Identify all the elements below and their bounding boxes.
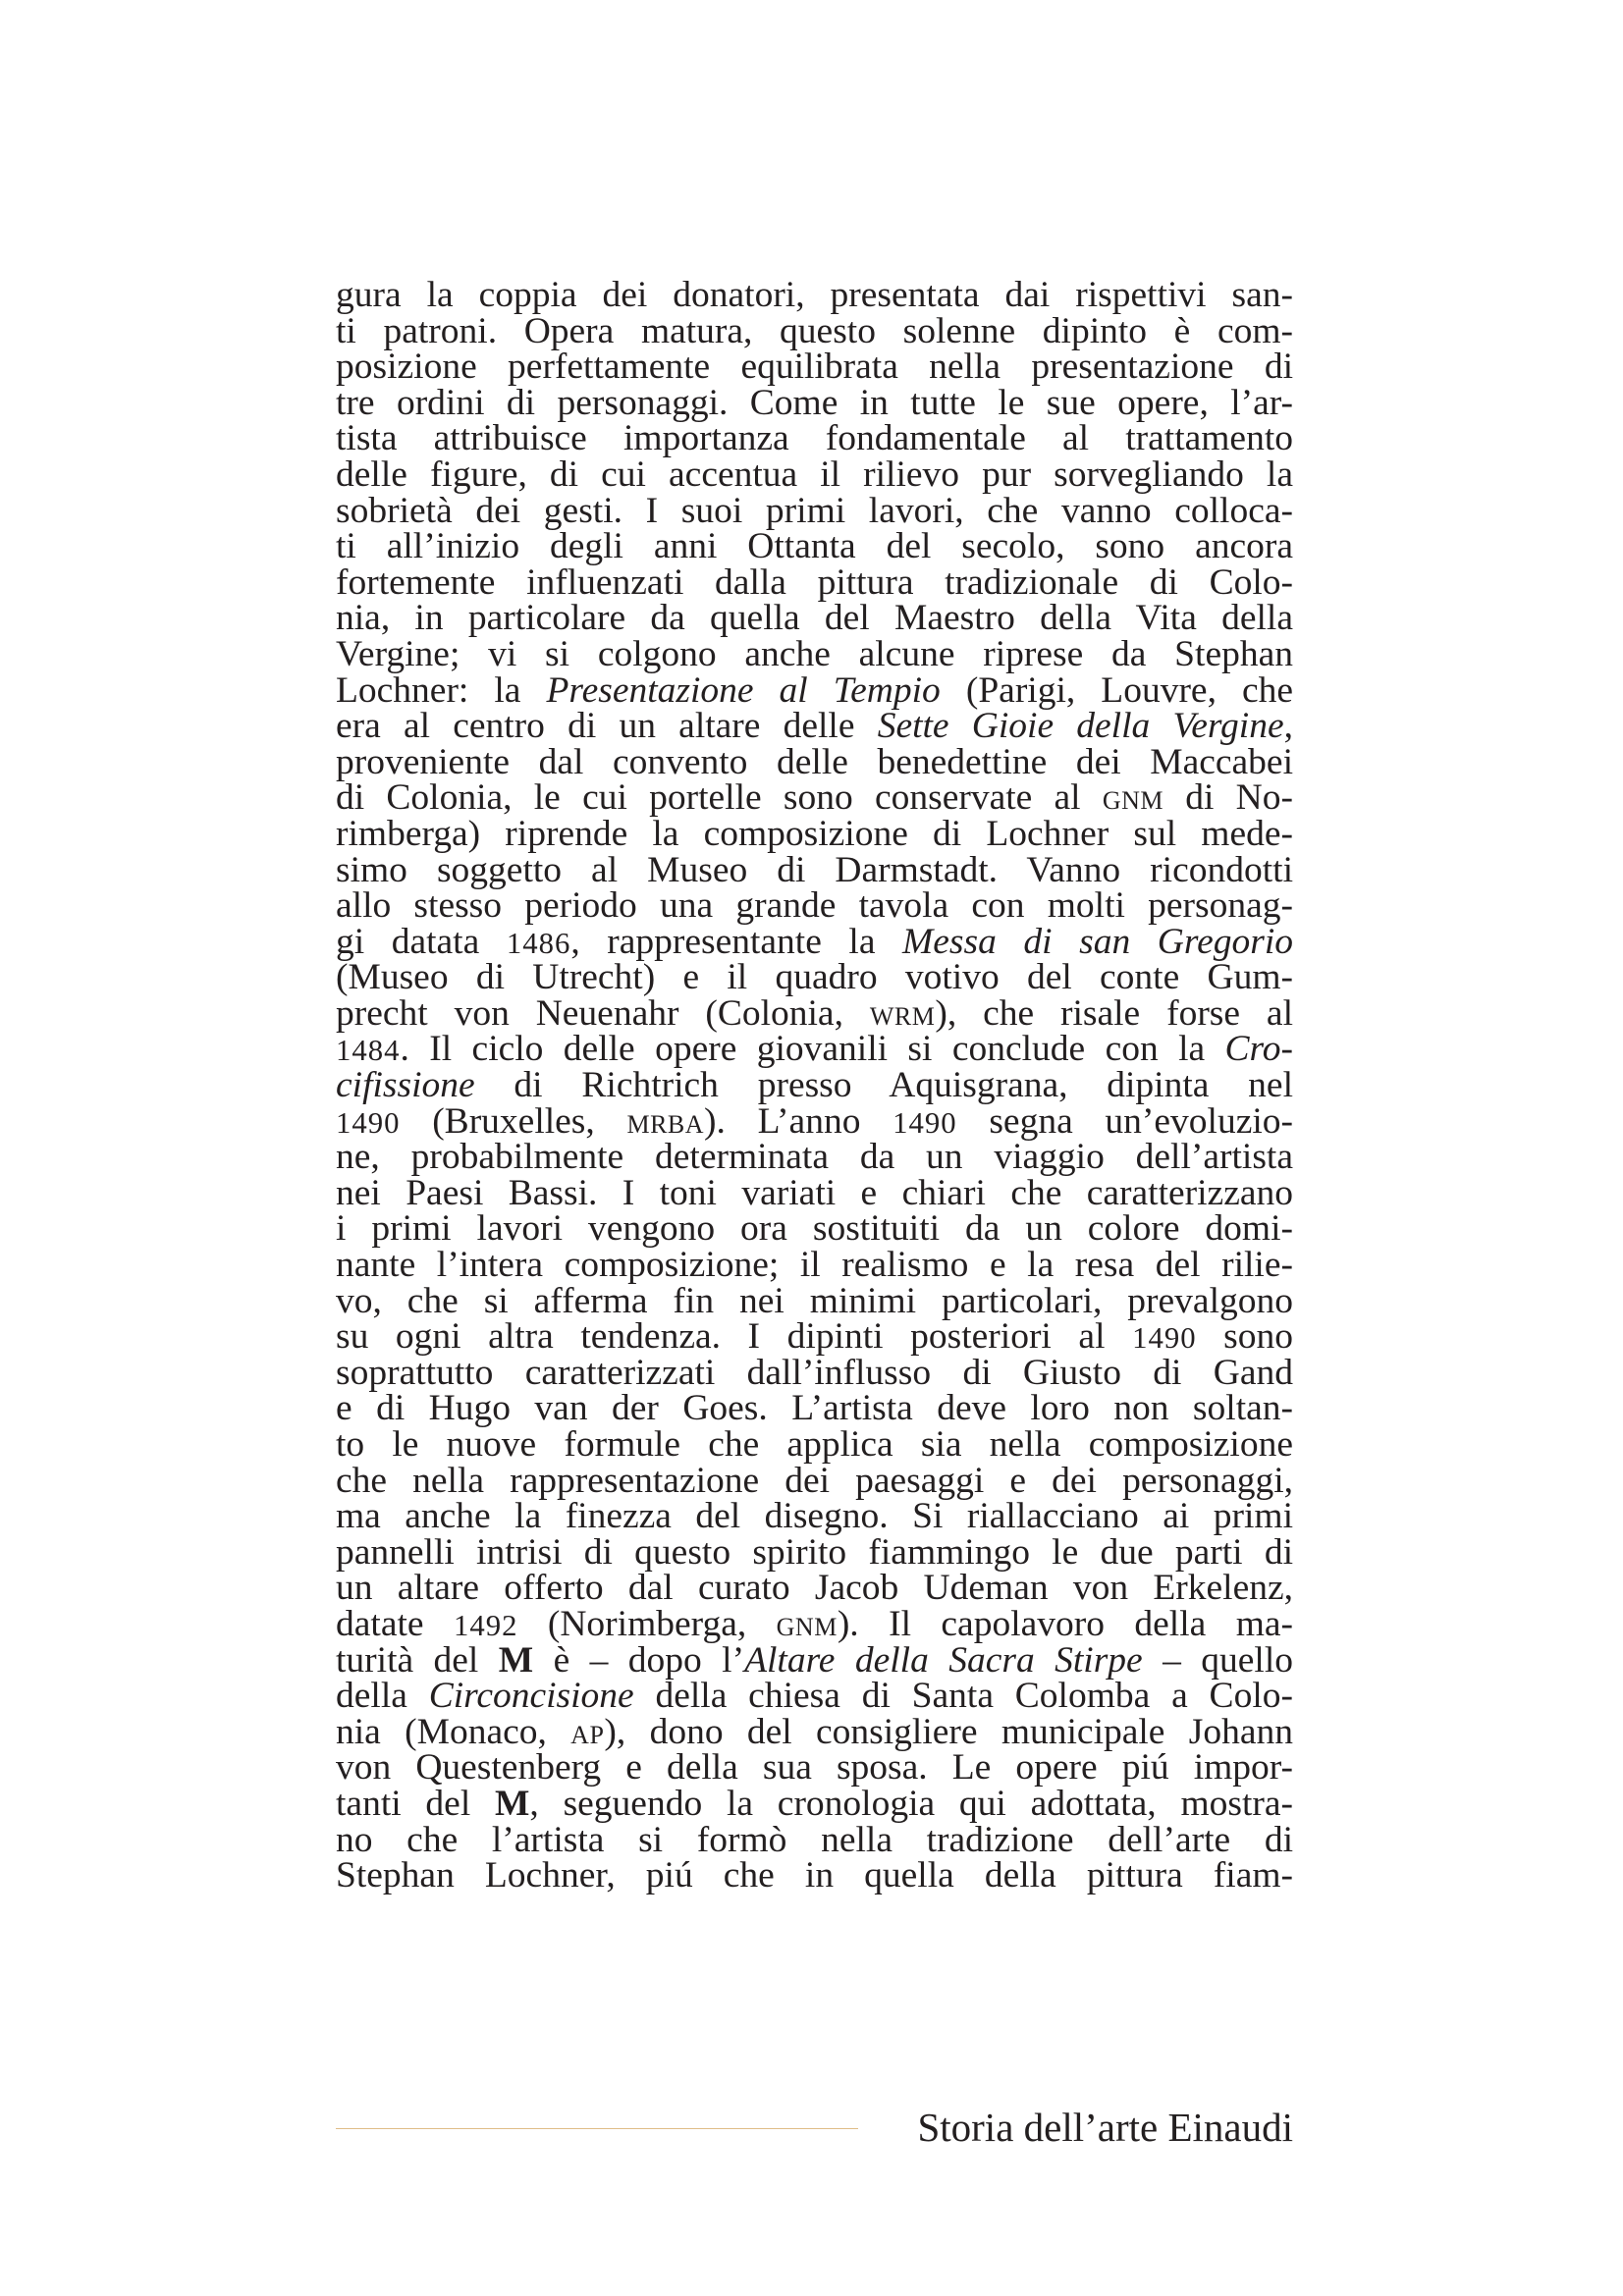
- italic-title: cifissione: [336, 1065, 475, 1106]
- text-run: ). Il capolavoro della ma-: [837, 1603, 1293, 1644]
- text-run: (Norimberga,: [517, 1603, 777, 1644]
- text-run: i primi lavori vengono ora sostituiti da un colore domi-: [336, 1208, 1293, 1250]
- text-line: [336, 526, 1293, 567]
- text-line: [336, 1029, 1293, 1070]
- text-line: [336, 633, 1293, 674]
- italic-title: Cro-: [1224, 1029, 1293, 1070]
- text-line: [336, 1137, 1293, 1178]
- text-run: pannelli intrisi di questo spirito fiammingo le due parti di: [336, 1531, 1293, 1573]
- text-line: [336, 1531, 1293, 1573]
- year: 1490: [1132, 1321, 1197, 1356]
- text-run: gi datata: [336, 921, 507, 962]
- museum-abbrev: mrba: [626, 1100, 705, 1142]
- text-line: [336, 1316, 1293, 1358]
- year: 1490: [893, 1105, 957, 1140]
- text-line: [336, 885, 1293, 927]
- text-run: su ogni altra tendenza. I dipinti posteriori al: [336, 1316, 1133, 1358]
- text-line: [336, 310, 1293, 351]
- italic-title: Messa di san Gregorio: [902, 921, 1293, 962]
- text-line: [336, 1676, 1293, 1717]
- text-line: [336, 598, 1293, 639]
- page-footer: [336, 2103, 1293, 2152]
- text-line: [336, 1065, 1293, 1106]
- text-run: vo, che si afferma fin nei minimi particolari, prevalgono: [336, 1280, 1293, 1321]
- text-run: proveniente dal convento delle benedettine dei Maccabei: [336, 741, 1293, 782]
- text-run: della chiesa di Santa Colomba a Colo-: [633, 1676, 1293, 1717]
- text-run: (Bruxelles,: [400, 1100, 627, 1142]
- text-run: simo soggetto al Museo di Darmstadt. Vanno ricondotti: [336, 849, 1293, 890]
- text-run: (Parigi, Louvre, che: [940, 669, 1294, 711]
- text-line: [336, 1819, 1293, 1860]
- text-run: ). L’anno: [704, 1100, 893, 1142]
- text-run: ), che risale forse al: [935, 992, 1293, 1034]
- text-run: ,: [1283, 706, 1293, 747]
- text-run: (Museo di Utrecht) e il quadro votivo del conte Gum-: [336, 957, 1293, 998]
- text-line: [336, 741, 1293, 782]
- text-run: – quello: [1142, 1639, 1293, 1681]
- text-run: datate: [336, 1603, 454, 1644]
- text-run: nante l’intera composizione; il realismo e la resa del rilie-: [336, 1245, 1293, 1286]
- text-run: e di Hugo van der Goes. L’artista deve loro non soltan-: [336, 1388, 1293, 1429]
- footer-title: Storia dell’arte Einaudi: [917, 2105, 1293, 2150]
- text-run: Stephan Lochner, piú che in quella della pittura fiam-: [336, 1855, 1293, 1896]
- text-run: ti all’inizio degli anni Ottanta del secolo, sono ancora: [336, 526, 1293, 567]
- text-line: [336, 849, 1293, 890]
- text-run: Vergine; vi si colgono anche alcune riprese da Stephan: [336, 633, 1293, 674]
- text-run: posizione perfettamente equilibrata nella presentazione di: [336, 347, 1293, 388]
- text-line: [336, 992, 1293, 1034]
- text-line: [336, 1388, 1293, 1429]
- museum-abbrev: ap: [570, 1711, 605, 1752]
- museum-abbrev: gnm: [1102, 777, 1164, 819]
- text-run: tanti del: [336, 1783, 496, 1824]
- text-line: [336, 561, 1293, 603]
- text-run: , seguendo la cronologia qui adottata, mostra-: [529, 1783, 1294, 1824]
- text-line: [336, 454, 1293, 495]
- text-line: [336, 921, 1293, 962]
- text-line: [336, 1172, 1293, 1213]
- text-run: . Il ciclo delle opere giovanili si conclude con la: [400, 1029, 1225, 1070]
- footer-rule: [336, 2128, 858, 2129]
- text-line: [336, 1208, 1293, 1250]
- text-run: tre ordini di personaggi. Come in tutte le sue opere, l’ar-: [336, 382, 1293, 423]
- text-run: di No-: [1163, 777, 1293, 819]
- text-line: [336, 1603, 1293, 1644]
- text-line: [336, 1639, 1293, 1681]
- text-run: ti patroni. Opera matura, questo solenne dipinto è com-: [336, 310, 1293, 351]
- text-line: [336, 1568, 1293, 1609]
- italic-title: Altare della Sacra Stirpe: [744, 1639, 1143, 1681]
- text-run: tista attribuisce importanza fondamentale al trattamento: [336, 418, 1293, 459]
- text-run: ma anche la finezza del disegno. Si riallacciano ai primi: [336, 1496, 1293, 1537]
- text-run: di Richtrich presso Aquisgrana, dipinta nel: [474, 1065, 1293, 1106]
- text-run: Lochner: la: [336, 669, 547, 711]
- text-run: nia (Monaco,: [336, 1711, 571, 1752]
- text-line: [336, 1245, 1293, 1286]
- text-run: turità del: [336, 1639, 499, 1681]
- year: 1492: [453, 1608, 518, 1642]
- text-run: è – dopo l’: [533, 1639, 745, 1681]
- text-run: no che l’artista si formò nella tradizione dell’arte di: [336, 1819, 1293, 1860]
- text-run: ), dono del consigliere municipale Johann: [604, 1711, 1293, 1752]
- text-line: [336, 382, 1293, 423]
- italic-title: Circoncisione: [428, 1676, 634, 1717]
- text-line: [336, 1711, 1293, 1752]
- text-run: segna un’evoluzio-: [956, 1100, 1293, 1142]
- text-run: soprattutto caratterizzati dall’influsso di Giusto di Gand: [336, 1352, 1293, 1393]
- text-run: gura la coppia dei donatori, presentata dai rispettivi san-: [336, 275, 1293, 315]
- text-line: [336, 1747, 1293, 1789]
- text-run: che nella rappresentazione dei paesaggi e dei personaggi,: [336, 1460, 1293, 1501]
- text-run: to le nuove formule che applica sia nella composizione: [336, 1424, 1293, 1465]
- text-line: [336, 1496, 1293, 1537]
- text-line: [336, 1783, 1294, 1824]
- body-text: [336, 275, 1294, 1896]
- artist-abbrev: M: [495, 1783, 530, 1824]
- text-line: [336, 1424, 1293, 1465]
- year: 1484: [336, 1034, 401, 1068]
- text-run: fortemente influenzati dalla pittura tradizionale di Colo-: [336, 561, 1293, 603]
- text-run: di Colonia, le cui portelle sono conservate al: [336, 777, 1103, 819]
- text-run: nia, in particolare da quella del Maestro della Vita della: [336, 598, 1293, 639]
- museum-abbrev: wrm: [869, 992, 936, 1034]
- artist-abbrev: M: [498, 1639, 534, 1681]
- text-run: era al centro di un altare delle: [336, 706, 878, 747]
- text-line: [336, 490, 1293, 531]
- text-run: ne, probabilmente determinata da un viaggio dell’artista: [336, 1137, 1293, 1178]
- text-run: della: [336, 1676, 429, 1717]
- text-run: allo stesso periodo una grande tavola con molti personag-: [336, 885, 1293, 927]
- text-line: [336, 1460, 1293, 1501]
- text-line: [336, 1280, 1293, 1321]
- italic-title: Sette Gioie della Vergine: [877, 706, 1284, 747]
- text-line: [336, 275, 1293, 315]
- text-line: [336, 1100, 1293, 1142]
- text-run: nei Paesi Bassi. I toni variati e chiari che caratterizzano: [336, 1172, 1293, 1213]
- italic-title: Presentazione al Tempio: [546, 669, 941, 711]
- text-line: [336, 1855, 1293, 1896]
- text-line: [336, 957, 1293, 998]
- text-run: precht von Neuenahr (Colonia,: [336, 992, 870, 1034]
- text-line: [336, 1352, 1293, 1393]
- text-line: [336, 349, 1293, 386]
- text-line: [336, 706, 1293, 747]
- text-run: un altare offerto dal curato Jacob Udeman von Erkelenz,: [336, 1568, 1293, 1609]
- text-run: rimberga) riprende la composizione di Lochner sul mede-: [336, 813, 1293, 854]
- text-run: sono: [1196, 1316, 1293, 1358]
- text-line: [336, 418, 1293, 459]
- text-line: [336, 777, 1293, 819]
- text-run: , rappresentante la: [570, 921, 903, 962]
- museum-abbrev: gnm: [776, 1603, 838, 1644]
- text-run: delle figure, di cui accentua il rilievo pur sorvegliando la: [336, 454, 1293, 495]
- text-run: sobrietà dei gesti. I suoi primi lavori, che vanno colloca-: [336, 490, 1293, 531]
- year: 1486: [506, 926, 571, 960]
- text-line: [336, 813, 1293, 854]
- text-line: [336, 669, 1294, 711]
- text-run: von Questenberg e della sua sposa. Le opere piú impor-: [336, 1747, 1293, 1789]
- year: 1490: [336, 1105, 401, 1140]
